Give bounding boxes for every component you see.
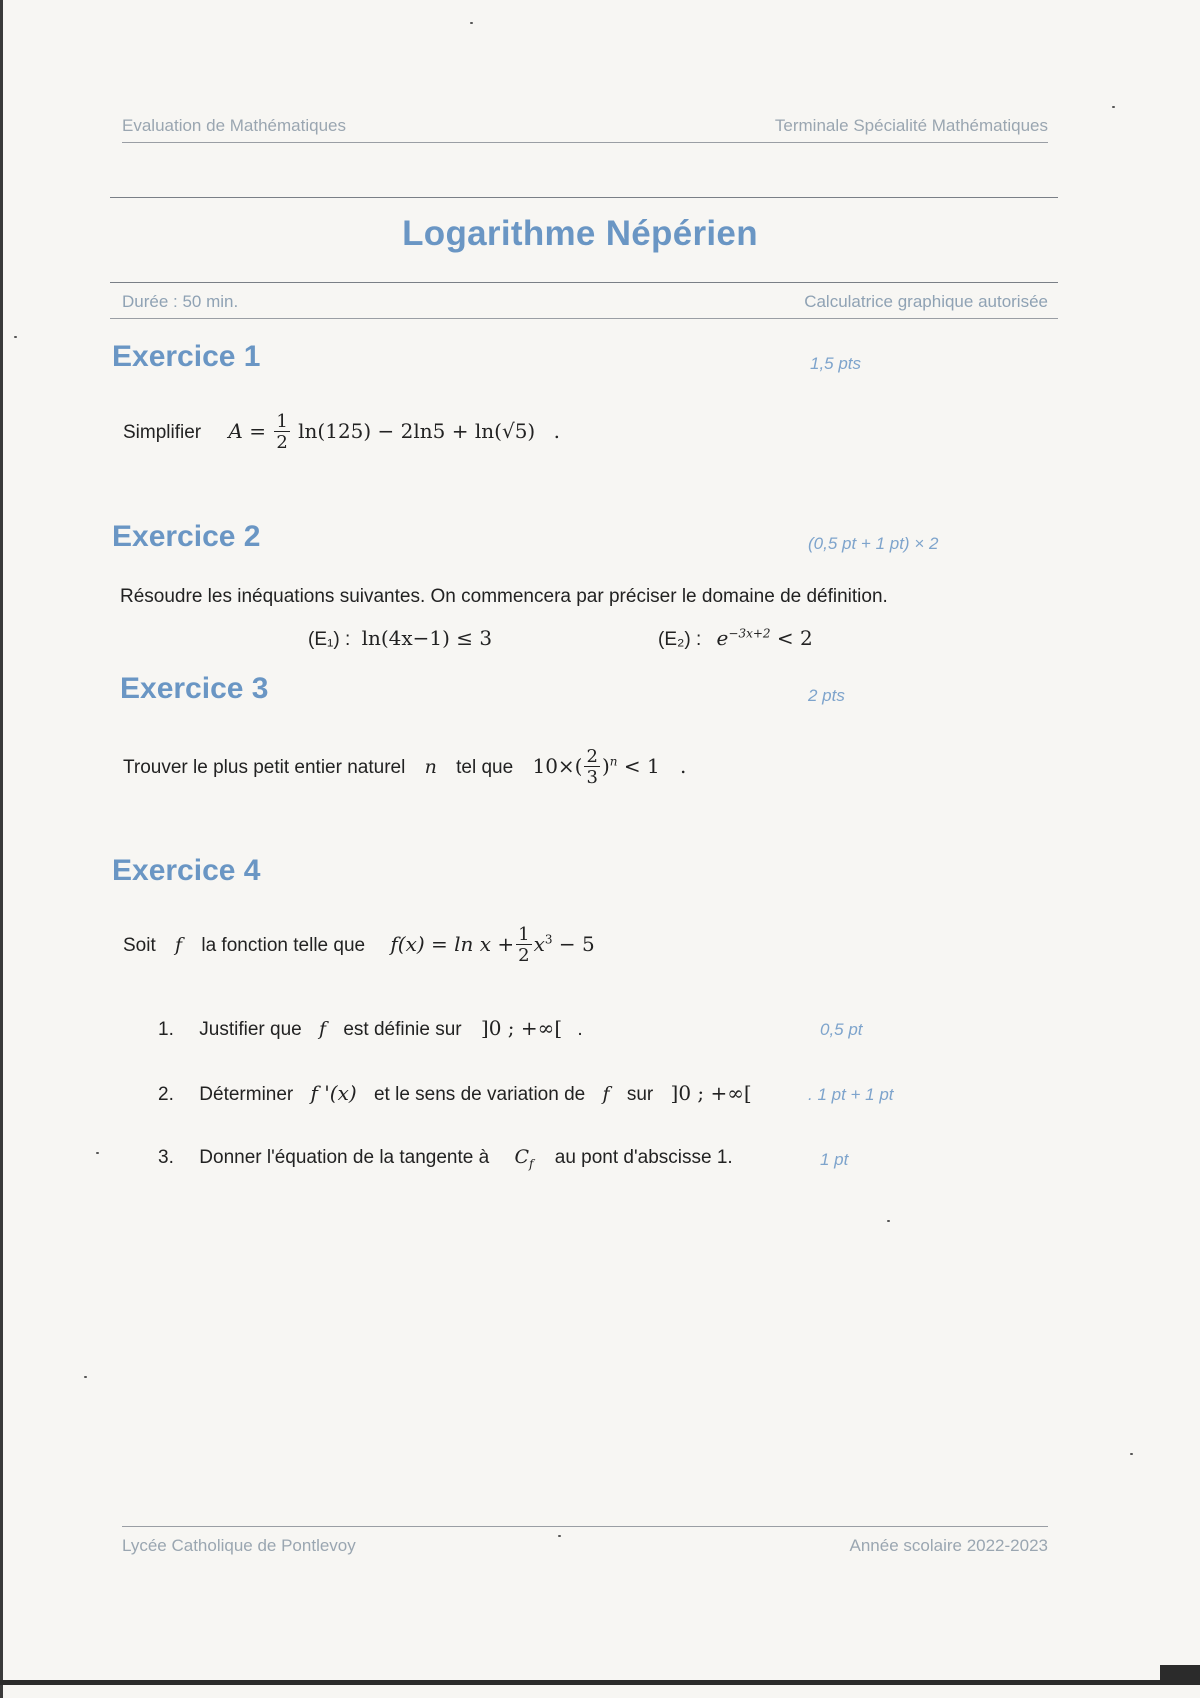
- title-rule-bottom: [110, 282, 1058, 283]
- question-interval: ]0 ; +∞[: [480, 1016, 563, 1040]
- fraction: [584, 748, 599, 787]
- formula-lhs: 10×(: [532, 754, 583, 778]
- question-var: f: [602, 1083, 610, 1105]
- exercise-1-points: 1,5 pts: [810, 354, 862, 373]
- e2-base: e: [716, 626, 729, 650]
- page-header: [122, 116, 1048, 136]
- curve-subscript: f: [529, 1156, 534, 1171]
- question-1: [158, 1016, 583, 1041]
- formula-paren: ): [601, 754, 610, 778]
- question-text-a: Donner l'équation de la tangente à: [199, 1147, 490, 1168]
- formula-lhs: f(x) = ln x +: [390, 932, 515, 956]
- question-number: 2.: [158, 1084, 174, 1105]
- footer-rule: [122, 1526, 1048, 1527]
- inequation-e2: [658, 626, 813, 651]
- scan-edge-bottom: [0, 1680, 1200, 1685]
- intro-var: f: [175, 934, 183, 956]
- exercise-2-title: Exercice 2: [112, 520, 261, 553]
- calculator-label: Calculatrice graphique autorisée: [804, 292, 1048, 311]
- e2-rest: < 2: [776, 626, 813, 650]
- duration-label: Durée : 50 min.: [122, 292, 239, 311]
- exercise-4-formula: [390, 924, 595, 966]
- exercise-1-text: Simplifier: [123, 422, 202, 443]
- e2-label: (E₂) :: [658, 629, 702, 650]
- formula-lhs: A =: [228, 419, 266, 443]
- question-text-b: et le sens de variation de: [373, 1084, 586, 1105]
- exercise-3-title: Exercice 3: [120, 672, 269, 705]
- scan-speck: [887, 1220, 890, 1222]
- fraction-num: 1: [518, 924, 530, 945]
- formula-exponent: n: [609, 754, 618, 769]
- fraction: [516, 926, 531, 965]
- question-end: .: [577, 1019, 583, 1040]
- question-1-points: 0,5 pt: [820, 1020, 863, 1039]
- scan-speck: [96, 1152, 99, 1154]
- question-var: f: [319, 1018, 327, 1040]
- fraction-den: 2: [518, 945, 530, 966]
- info-rule: [110, 318, 1058, 319]
- question-curve: [514, 1146, 534, 1171]
- scan-speck: [470, 22, 473, 24]
- question-text-b: au pont d'abscisse 1.: [554, 1147, 733, 1168]
- formula-end: .: [553, 419, 560, 443]
- formula-exponent: 3: [544, 932, 553, 947]
- question-derivative: f '(x): [310, 1081, 357, 1105]
- question-text-a: Justifier que: [199, 1019, 302, 1040]
- scan-speck: [14, 336, 17, 338]
- exercise-3-points: 2 pts: [808, 686, 845, 705]
- e1-label: (E₁) :: [308, 629, 351, 650]
- question-interval: ]0 ; +∞[: [670, 1081, 752, 1105]
- question-2: [158, 1081, 752, 1106]
- exercise-1-formula: [228, 411, 560, 453]
- question-text-b: est définie sur: [343, 1019, 462, 1040]
- question-text-c: sur: [626, 1084, 654, 1105]
- formula-rest: ln(125) − 2ln5 + ln(√5): [298, 419, 536, 443]
- scan-edge-corner: [1160, 1665, 1200, 1685]
- exercise-3-text-mid: tel que: [456, 757, 514, 778]
- inequation-e1: [308, 626, 492, 651]
- scan-speck: [84, 1376, 87, 1378]
- exercise-4-intro: [123, 926, 595, 965]
- e2-exponent: −3x+2: [728, 626, 771, 641]
- exercise-2-points: (0,5 pt + 1 pt) × 2: [808, 534, 939, 553]
- fraction-den: 3: [586, 767, 598, 788]
- exercise-1-title: Exercice 1: [112, 340, 261, 373]
- scan-speck: [1130, 1453, 1133, 1455]
- exercise-3-var: n: [424, 756, 437, 778]
- title-rule-top: [110, 197, 1058, 198]
- exercise-1-statement: [123, 413, 560, 452]
- fraction-num: 1: [276, 411, 288, 432]
- info-row: [122, 292, 1048, 312]
- question-3: [158, 1146, 733, 1171]
- question-number: 1.: [158, 1019, 174, 1040]
- question-3-points: 1 pt: [820, 1150, 849, 1169]
- formula-var: x: [533, 932, 545, 956]
- question-text-a: Déterminer: [199, 1084, 294, 1105]
- formula-rest: − 5: [558, 932, 595, 956]
- scan-speck: [1112, 106, 1115, 108]
- formula-rest: < 1: [623, 754, 660, 778]
- fraction: [274, 413, 289, 452]
- exercise-3-formula: [532, 746, 687, 788]
- footer-school: Lycée Catholique de Pontlevoy: [122, 1536, 356, 1555]
- formula-end: .: [680, 754, 687, 778]
- scan-speck: [558, 1535, 561, 1537]
- scan-edge-left: [0, 0, 3, 1698]
- page-title: Logarithme Népérien: [402, 214, 758, 253]
- header-rule: [122, 142, 1048, 143]
- intro-mid: la fonction telle que: [201, 935, 366, 956]
- exercise-3-statement: [123, 748, 686, 787]
- e2-formula: [717, 626, 813, 650]
- exercise-4-title: Exercice 4: [112, 854, 261, 887]
- e1-formula: ln(4x−1) ≤ 3: [361, 626, 493, 650]
- curve-letter: C: [514, 1146, 530, 1168]
- question-2-points: . 1 pt + 1 pt: [808, 1085, 894, 1104]
- header-class: Terminale Spécialité Mathématiques: [774, 116, 1048, 135]
- page-footer: [122, 1536, 1048, 1556]
- header-subject: Evaluation de Mathématiques: [122, 116, 346, 135]
- fraction-den: 2: [276, 432, 288, 453]
- exercise-2-text: Résoudre les inéquations suivantes. On commencera par préciser le domaine de définition.: [120, 586, 888, 607]
- question-number: 3.: [158, 1147, 174, 1168]
- intro-before: Soit: [123, 935, 156, 956]
- footer-year: Année scolaire 2022-2023: [849, 1536, 1048, 1555]
- fraction-num: 2: [586, 746, 598, 767]
- exercise-3-text-before: Trouver le plus petit entier naturel: [123, 757, 406, 778]
